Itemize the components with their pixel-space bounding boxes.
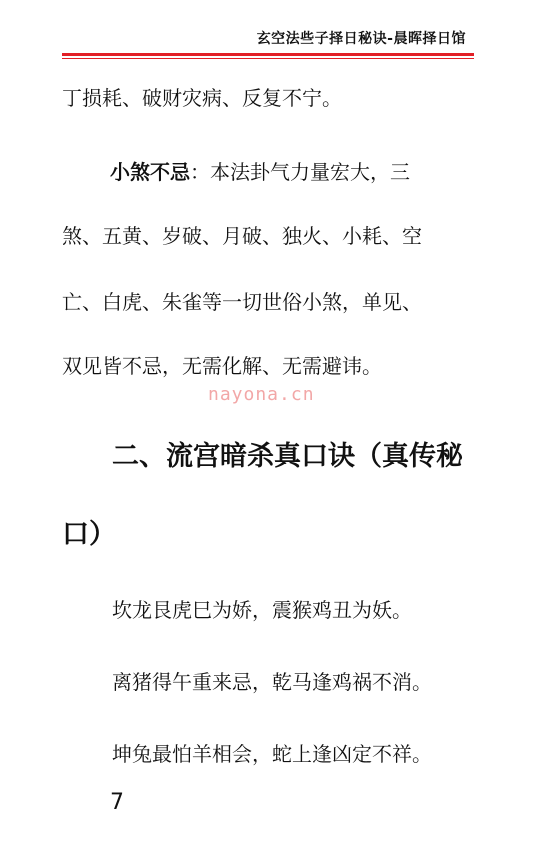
verse-line-1: 坎龙艮虎巳为娇，震猴鸡丑为妖。	[112, 598, 412, 622]
watermark: nayona.cn	[208, 384, 315, 405]
body-paragraph-2-line-1	[110, 156, 410, 185]
body-paragraph-2-line-2: 煞、五黄、岁破、月破、独火、小耗、空	[62, 224, 422, 248]
section-heading-line-1: 二、流宫暗杀真口诀（真传秘	[112, 441, 463, 472]
body-paragraph-2-line-3: 亡、白虎、朱雀等一切世俗小煞，单见、	[62, 290, 422, 314]
section-heading-line-2: 口）	[62, 519, 116, 550]
verse-line-2: 离猪得午重来忌，乾马逢鸡祸不消。	[112, 670, 432, 694]
header-rule	[62, 53, 474, 56]
body-line-1: 丁损耗、破财灾病、反复不宁。	[62, 86, 342, 110]
page-number: 7	[110, 790, 124, 815]
header-rule-thin	[62, 58, 474, 59]
verse-line-3: 坤兔最怕羊相会，蛇上逢凶定不祥。	[112, 742, 432, 766]
paragraph-label: 小煞不忌	[110, 160, 190, 184]
body-paragraph-2-line-4: 双见皆不忌，无需化解、无需避讳。	[62, 354, 382, 378]
paragraph-text: ：本法卦气力量宏大，三	[190, 160, 410, 184]
running-header: 玄空法些子择日秘诀-晨晖择日馆	[256, 31, 466, 47]
